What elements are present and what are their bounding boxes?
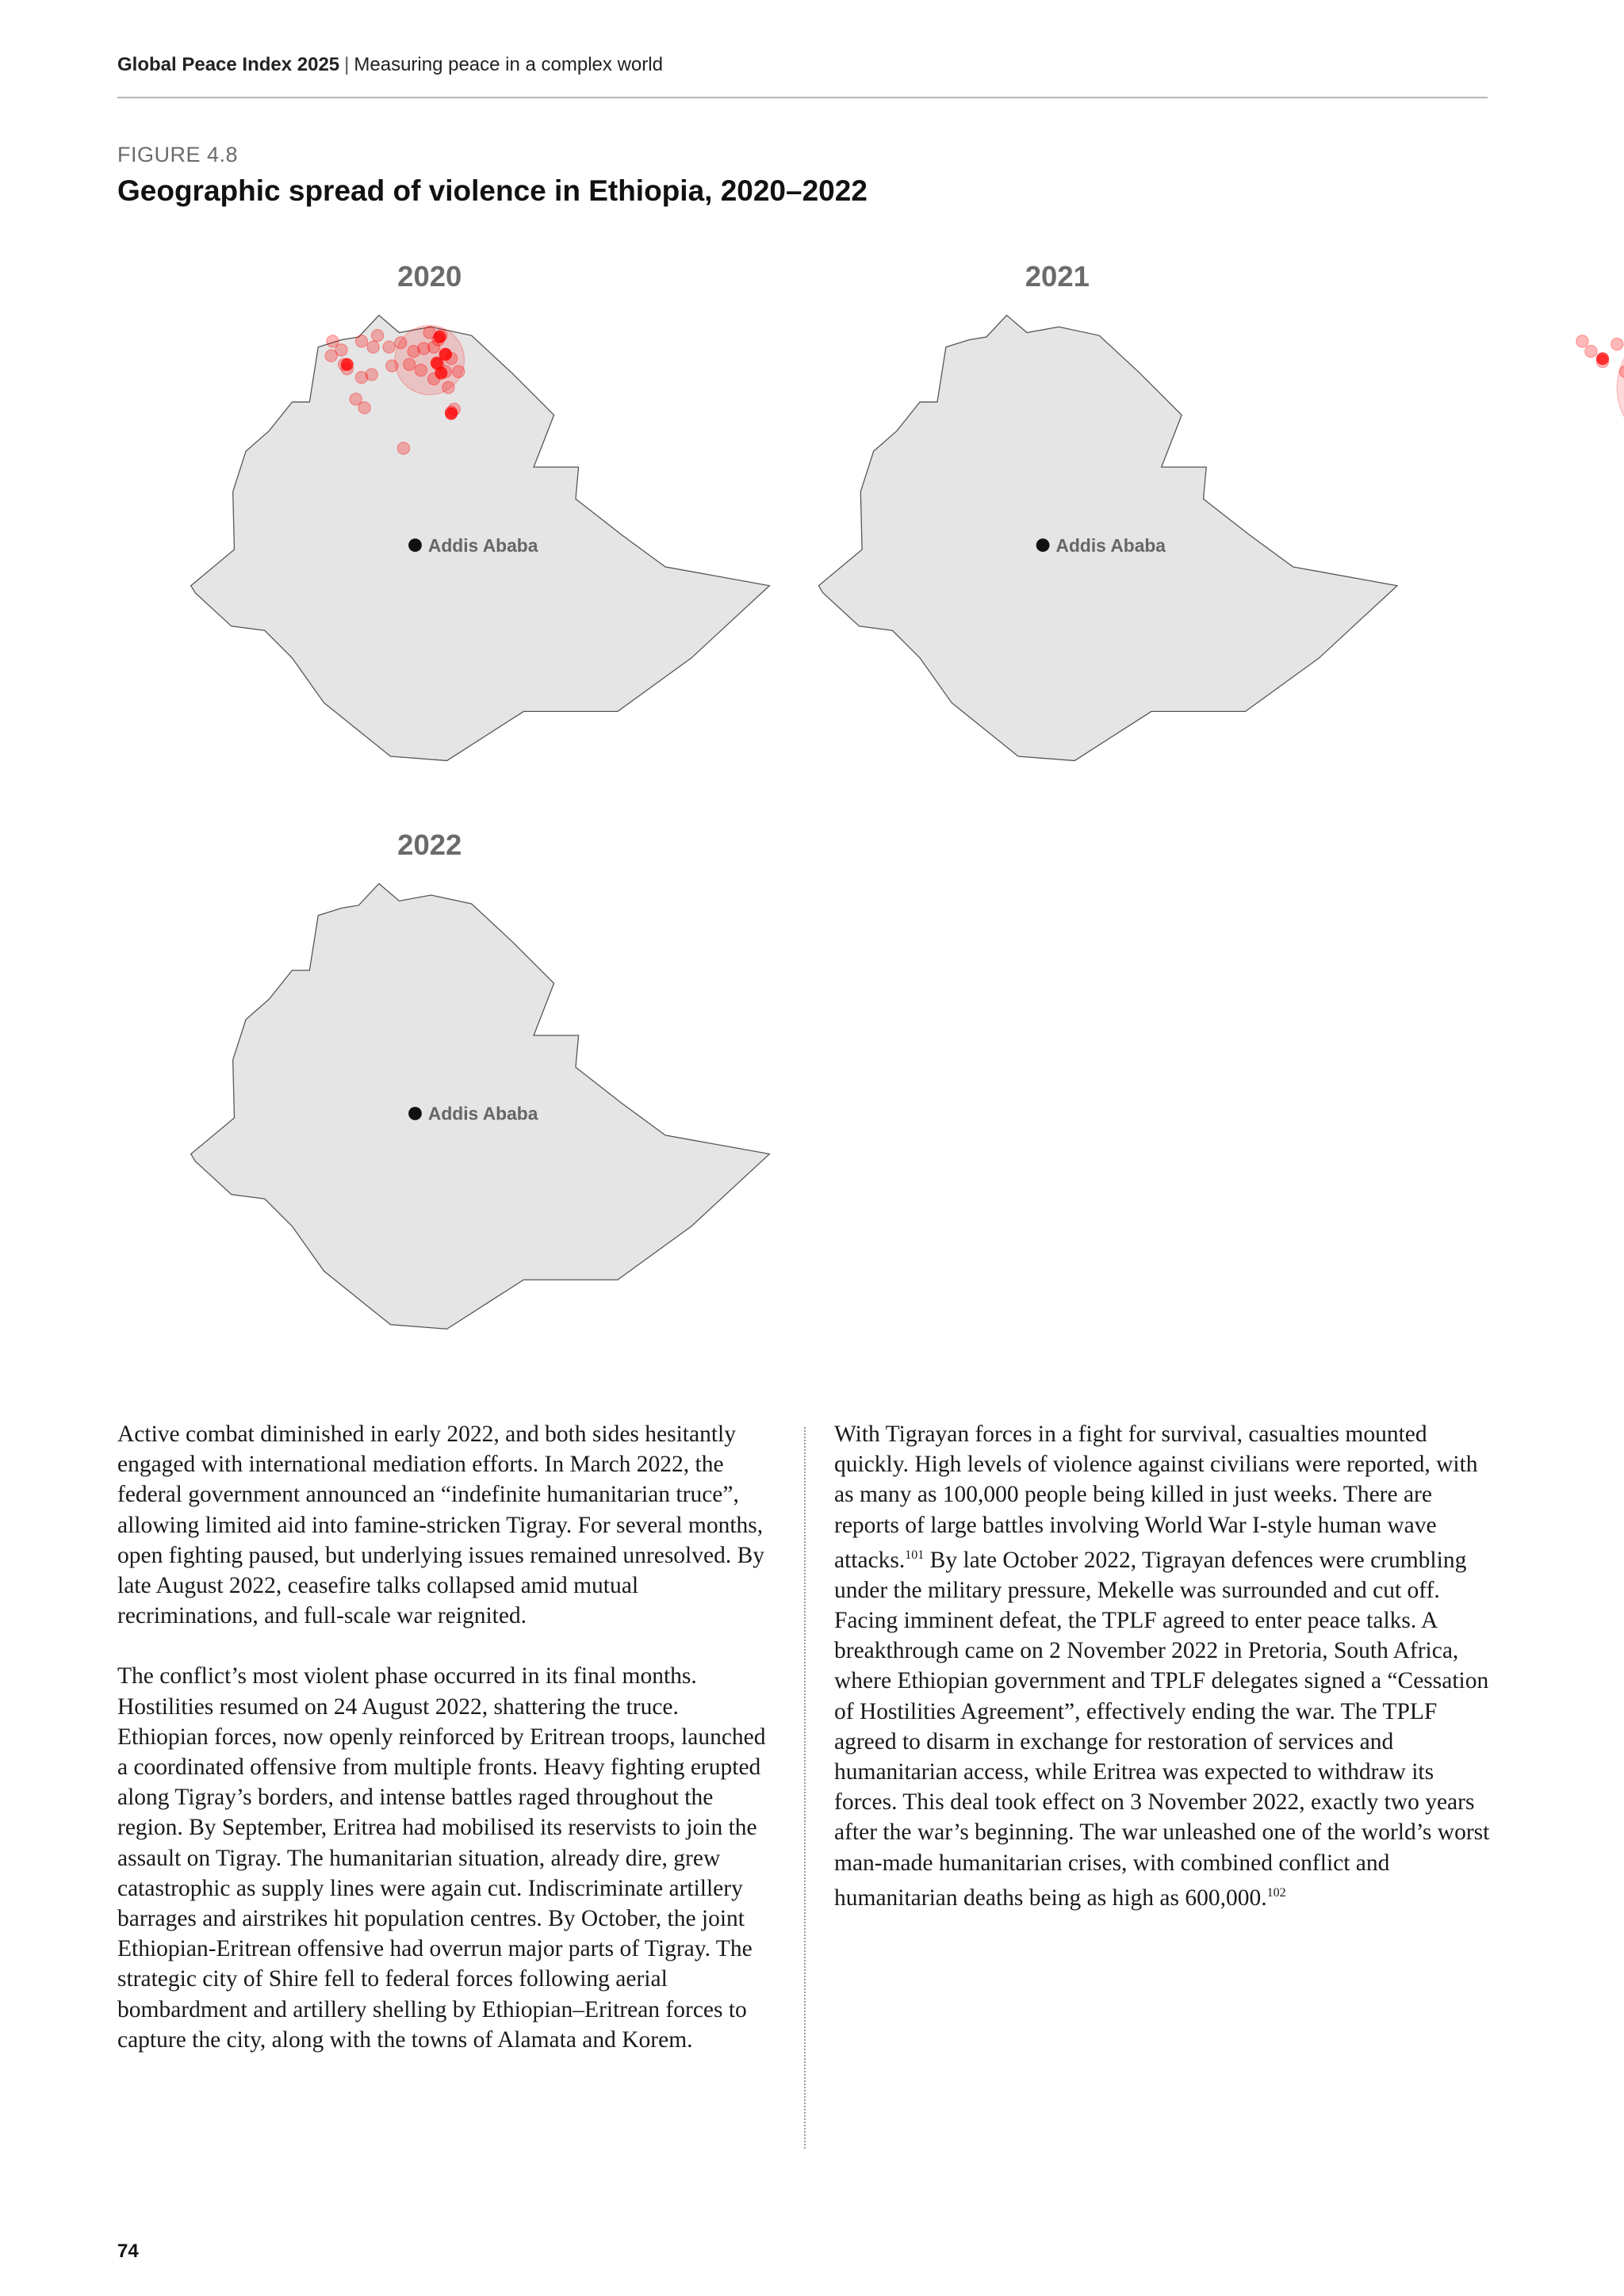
city-marker-icon	[408, 538, 422, 552]
violence-event-dot	[383, 341, 395, 353]
report-title: Global Peace Index 2025	[117, 54, 340, 75]
violence-event-dot	[1596, 352, 1609, 365]
column-divider	[804, 1427, 806, 2149]
violence-event-dot	[442, 381, 454, 393]
city-label: Addis Ababa	[427, 534, 538, 556]
violence-event-dot	[367, 341, 379, 353]
violence-event-dot	[415, 364, 427, 376]
figure-label: FIGURE 4.8	[117, 143, 239, 166]
body-paragraph	[834, 1419, 1496, 1913]
violence-event-dot	[431, 357, 443, 369]
violence-event-dot	[341, 358, 354, 371]
violence-event-dot	[386, 360, 398, 372]
body-column-right	[834, 1419, 1496, 1943]
panel-year-title: 2020	[397, 260, 462, 293]
panel-year-title: 2022	[397, 828, 462, 861]
paragraph-text: With Tigrayan forces in a fight for survival, casualties mounted quickly. High levels of violence against civilians were reported, with as many as 100,000 people being killed in just weeks. There are reports of large battles involving World War I-style human wave attacks.	[834, 1422, 1478, 1573]
violence-event-dot	[1576, 335, 1588, 347]
footnote-ref[interactable]: 102	[1266, 1885, 1286, 1900]
paragraph-text: By late October 2022, Tigrayan defences were crumbling under the military pressure, Mekelle was surrounded and cut off. Facing imminent defeat, the TPLF agreed to enter peace talks. A breakthrough came on 2 November 2022 in Pretoria, South Africa, where Ethiopian government and TPLF delegates signed a “Cessation of Hostilities Agreement”, effectively ending the war. The TPLF agreed to disarm in exchange for restoration of services and humanitarian access, while Eritrea was expected to withdraw its forces. This deal took effect on 3 November 2022, exactly two years after the war’s beginning. The war unleashed one of the world’s worst man-made humanitarian crises, with combined conflict and humanitarian deaths being as high as 600,000.	[834, 1547, 1490, 1911]
violence-event-dot	[355, 335, 367, 347]
body-paragraph: The conflict’s most violent phase occurred in its final months. Hostilities resumed on 24 August 2022, shattering the truce. Ethiopian forces, now openly reinforced by Eritrean troops, launched a coordinated offensive from multiple fronts. Heavy fighting erupted along Tigray’s borders, and intense battles raged throughout the region. By September, Eritrea had mobilised its reservists to join the assault on Tigray. The humanitarian situation, already dire, grew catastrophic as supply lines were again cut. Indiscriminate artillery barrages and airstrikes hit population centres. By October, the joint Ethiopian-Eritrean offensive had overrun major parts of Tigray. The strategic city of Shire fell to federal forces following aerial bombardment and artillery shelling by Ethiopian–Eritrean forces to capture the city, along with the towns of Alamata and Korem.	[117, 1663, 766, 2053]
violence-event-dot	[325, 350, 337, 362]
map-panel-2020	[191, 260, 770, 760]
violence-event-dot	[453, 365, 465, 377]
page-number: 74	[117, 2241, 139, 2262]
footnote-ref[interactable]: 101	[905, 1548, 925, 1562]
body-column-left	[117, 1419, 768, 2085]
map-panel-2021	[818, 260, 1624, 760]
body-paragraph: Active combat diminished in early 2022, and both sides hesitantly engaged with international mediation efforts. In March 2022, the federal government announced an “indefinite humanitarian truce”, allowing limited aid into famine-stricken Tigray. For several months, open fighting paused, but underlying issues remained unresolved. By late August 2022, ceasefire talks collapsed amid mutual recriminations, and full-scale war reignited.	[117, 1422, 765, 1629]
report-subtitle: Measuring peace in a complex world	[354, 54, 663, 75]
violence-event-dot	[445, 408, 458, 420]
violence-event-dot	[397, 442, 409, 454]
violence-event-dot	[1611, 338, 1623, 350]
violence-event-dot	[433, 331, 446, 343]
violence-event-dot	[395, 337, 407, 349]
violence-event-dot	[404, 358, 416, 370]
city-marker-icon	[1036, 538, 1050, 552]
violence-event-dot	[371, 330, 383, 342]
city-label: Addis Ababa	[1055, 534, 1166, 556]
header-separator: |	[344, 54, 350, 75]
city-label: Addis Ababa	[427, 1103, 538, 1124]
violence-event-dot	[1585, 346, 1597, 358]
city-marker-icon	[408, 1107, 422, 1120]
panel-year-title: 2021	[1025, 260, 1090, 293]
violence-event-dot	[355, 371, 367, 383]
violence-event-dot	[418, 342, 430, 354]
violence-event-dot	[358, 402, 370, 414]
map-panel-2022	[191, 828, 770, 1395]
figure-title: Geographic spread of violence in Ethiopia, 2020–2022	[117, 174, 868, 207]
